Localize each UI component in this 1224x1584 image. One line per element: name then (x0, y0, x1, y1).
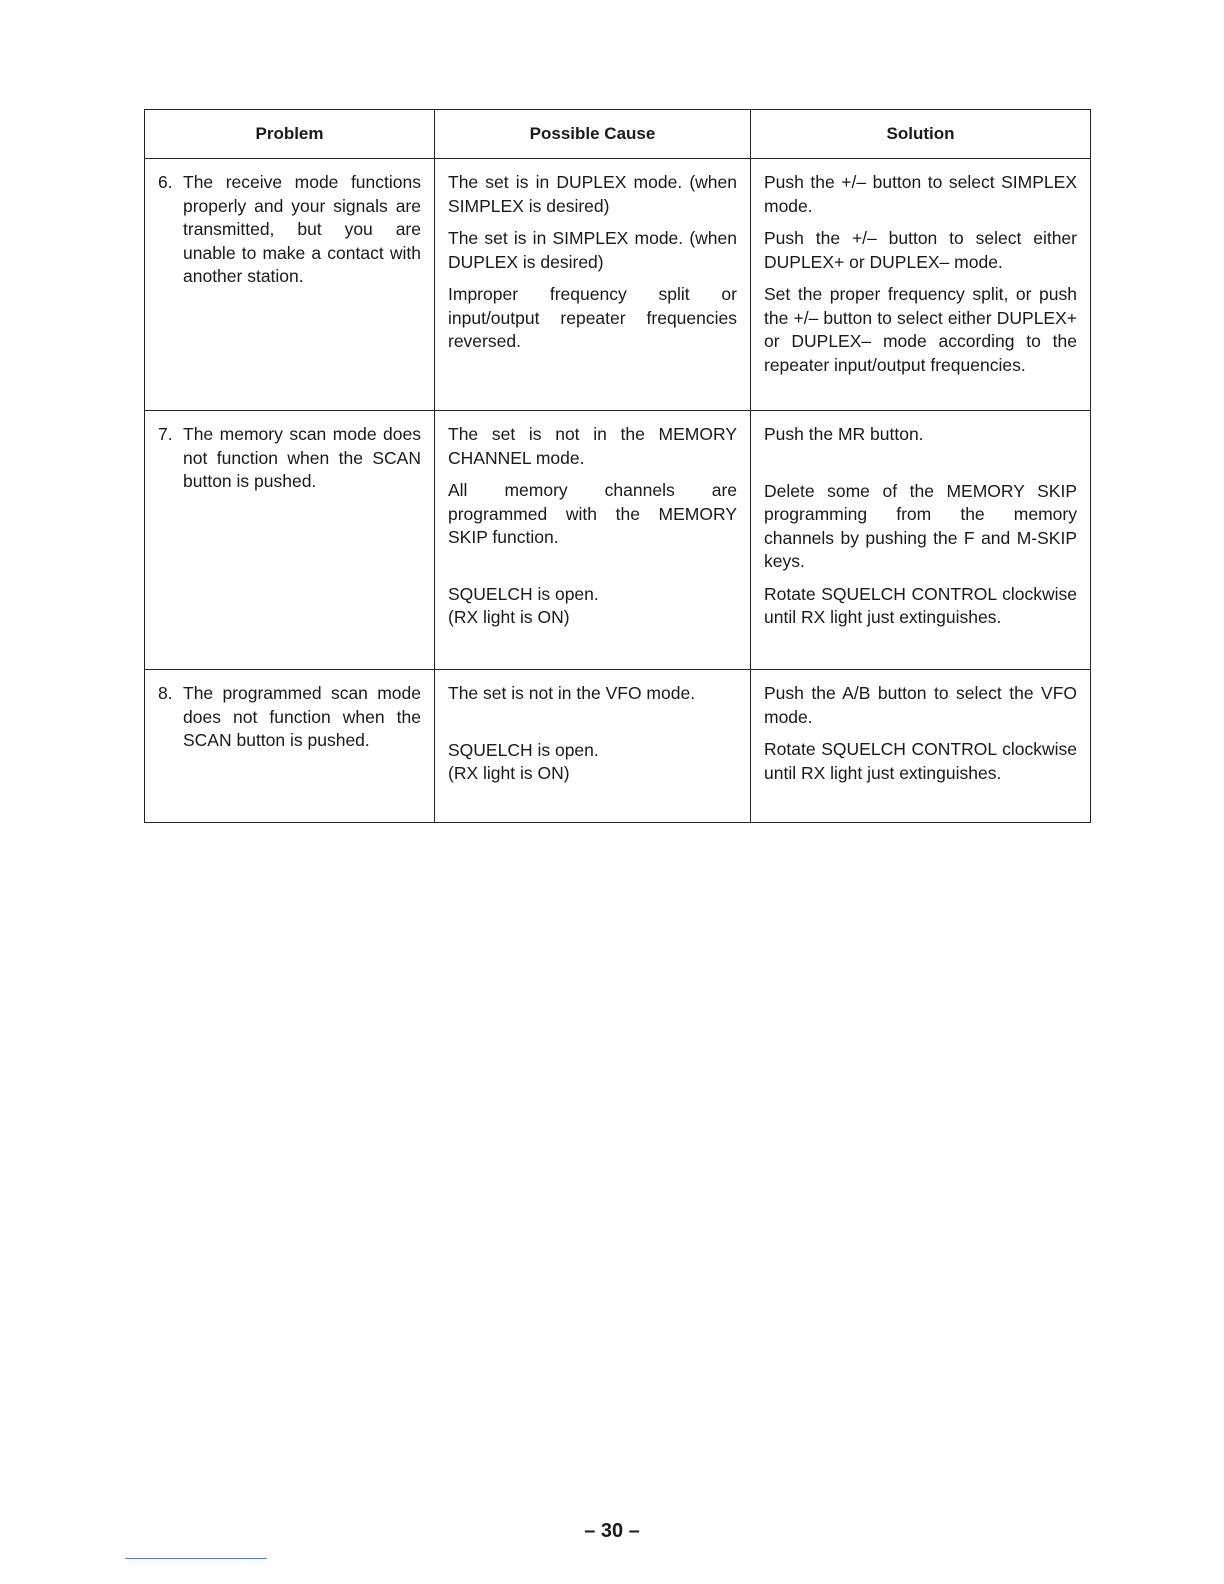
solution-text: Push the +/– button to select either DUPLEX+ or DUPLEX– mode. (764, 228, 1077, 272)
solution-text: Rotate SQUELCH CONTROL clockwise until RX light just extinguishes. (764, 739, 1077, 783)
problem-text: The memory scan mode does not function when the SCAN button is pushed. (183, 424, 421, 491)
table-row (145, 411, 1091, 670)
cause-note: (RX light is ON) (448, 763, 570, 783)
header-possible-cause: Possible Cause (435, 110, 751, 159)
table-row (145, 159, 1091, 411)
cause-text: The set is not in the MEMORY CHANNEL mode. (448, 424, 737, 468)
solution-text: Push the A/B button to select the VFO mode. (764, 683, 1077, 727)
problem-cell (145, 411, 435, 670)
problem-number: 7. (158, 424, 173, 444)
solution-cell (751, 411, 1091, 670)
problem-number: 6. (158, 172, 173, 192)
problem-number: 8. (158, 683, 173, 703)
cause-text: SQUELCH is open. (448, 583, 599, 604)
table-row (145, 670, 1091, 823)
footer-rule (125, 1558, 267, 1559)
cause-cell (435, 670, 751, 823)
solution-text: Delete some of the MEMORY SKIP programming from the memory channels by pushing the F and M-SKIP keys. (764, 480, 1077, 571)
solution-text: Rotate SQUELCH CONTROL clockwise until RX light just extinguishes. (764, 583, 1077, 627)
troubleshooting-table (144, 109, 1091, 823)
cause-text: The set is in SIMPLEX mode. (when DUPLEX is desired) (448, 228, 737, 272)
cause-text: Improper frequency split or input/output repeater frequencies reversed. (448, 284, 737, 351)
solution-cell (751, 159, 1091, 411)
header-row (145, 110, 1091, 159)
header-problem: Problem (145, 110, 435, 159)
problem-text: The programmed scan mode does not function when the SCAN button is pushed. (183, 683, 421, 750)
cause-text: SQUELCH is open. (448, 739, 599, 760)
solution-cell (751, 670, 1091, 823)
problem-cell (145, 670, 435, 823)
header-solution: Solution (751, 110, 1091, 159)
page-number: – 30 – (584, 1520, 640, 1542)
cause-text: The set is not in the VFO mode. (448, 683, 696, 703)
cause-cell (435, 159, 751, 411)
problem-cell (145, 159, 435, 411)
problem-text: The receive mode functions properly and your signals are transmitted, but you are unable to make a contact with another station. (183, 172, 421, 286)
cause-text: The set is in DUPLEX mode. (when SIMPLEX is desired) (448, 172, 737, 216)
solution-text: Push the MR button. (764, 424, 924, 444)
solution-text: Push the +/– button to select SIMPLEX mode. (764, 172, 1077, 216)
cause-cell (435, 411, 751, 670)
cause-note: (RX light is ON) (448, 607, 570, 627)
solution-text: Set the proper frequency split, or push the +/– button to select either DUPLEX+ or DUPLEX– mode according to the repeater input/output frequencies. (764, 284, 1077, 375)
cause-text: All memory channels are programmed with the MEMORY SKIP function. (448, 480, 737, 547)
